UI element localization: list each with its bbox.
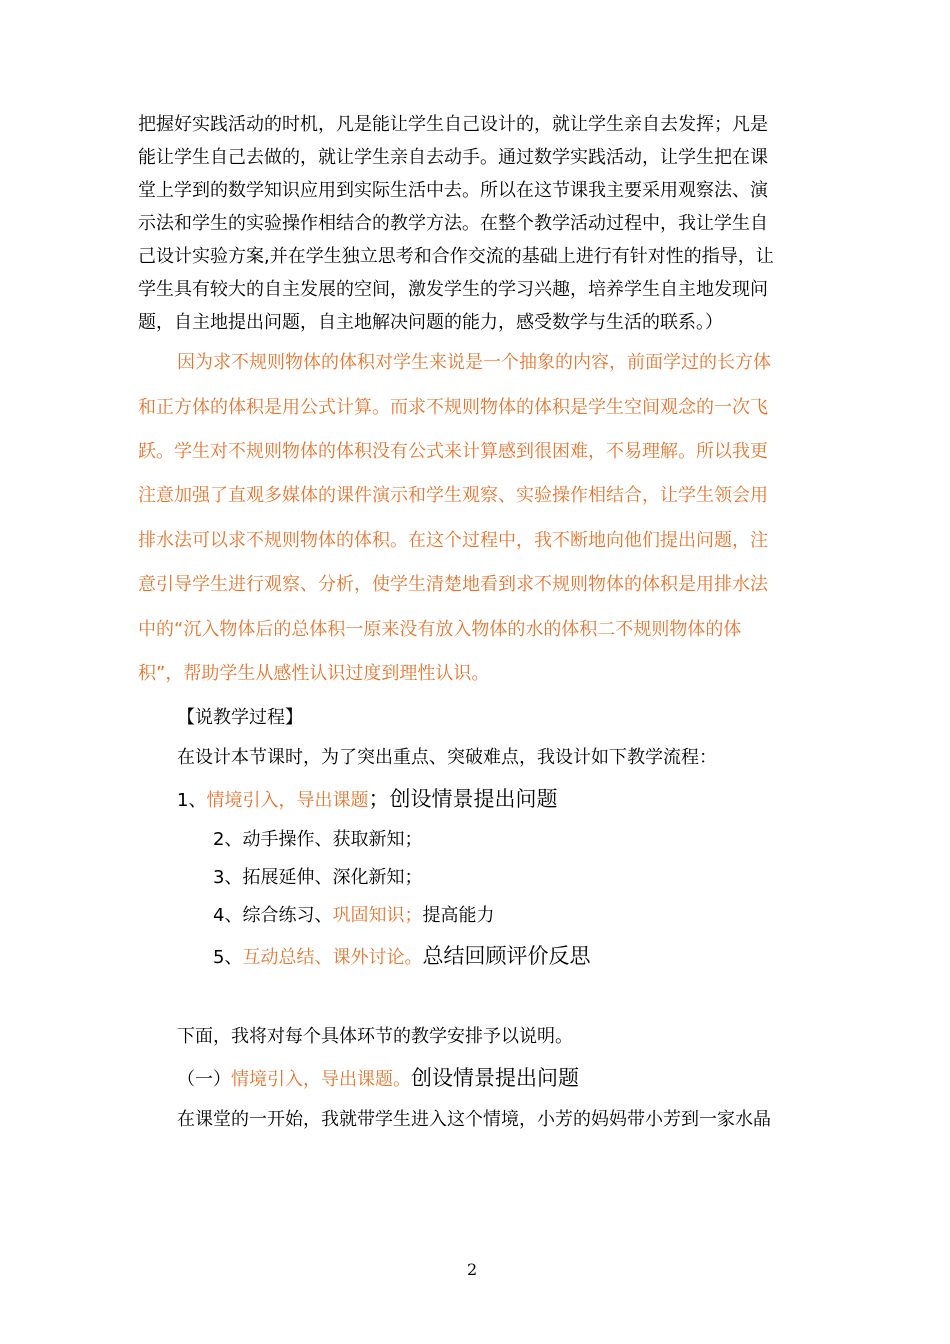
step-text: 提高能力 [422,905,495,926]
text-line: 示法和学生的实验操作相结合的教学方法。在整个教学活动过程中，我让学生自 [138,213,768,234]
step-text: ；创设情景提出问题 [368,787,558,811]
part-1-heading [177,1066,579,1092]
intro-text: 在设计本节课时，为了突出重点、突破难点，我设计如下教学流程： [177,747,717,768]
step-2: 2、动手操作、获取新知； [213,829,423,850]
step-number: 5、 [213,947,243,968]
step-text: 总结回顾评价反思 [422,944,591,968]
step-highlight: 情境引入，导出课题 [206,790,369,811]
text-line: 意引导学生进行观察、分析，使学生清楚地看到求不规则物体的体积是用排水法 [138,574,768,595]
text-line: 学生具有较大的自主发展的空间，激发学生的学习兴趣，培养学生自主地发现问 [138,279,768,300]
step-5 [213,944,590,970]
step-highlight: 互动总结、课外讨论。 [242,947,423,968]
step-number: 1、 [177,790,207,811]
step-highlight: 巩固知识； [332,905,423,926]
step-3: 3、拓展延伸、深化新知； [213,867,423,888]
step-1 [177,787,557,813]
text-line: 把握好实践活动的时机，凡是能让学生自己设计的，就让学生亲自去发挥；凡是 [138,114,768,135]
text-line: 题，自主地提出问题，自主地解决问题的能力，感受数学与生活的联系。） [138,312,723,333]
part-highlight: 情境引入，导出课题。 [231,1069,411,1090]
step-4 [213,904,494,928]
text-line: 堂上学到的数学知识应用到实际生活中去。所以在这节课我主要采用观察法、演 [138,180,768,201]
text-line: 己设计实验方案,并在学生独立思考和合作交流的基础上进行有针对性的指导，让 [138,246,774,267]
part-text: 创设情景提出问题 [411,1066,579,1090]
text-line: 跃。学生对不规则物体的体积没有公式来计算感到很困难，不易理解。所以我更 [138,441,768,462]
text-line: 能让学生自己去做的，就让学生亲自去动手。通过数学实践活动，让学生把在课 [138,147,768,168]
section-heading: 【说教学过程】 [177,707,303,728]
text-line: 注意加强了直观多媒体的课件演示和学生观察、实验操作相结合，让学生领会用 [138,485,768,506]
text-line: 中的“沉入物体后的总体积一原来没有放入物体的水的体积二不规则物体的体 [138,619,742,640]
part-prefix: （一） [177,1069,231,1090]
step-text: 4、综合练习、 [213,905,333,926]
text-line: 因为求不规则物体的体积对学生来说是一个抽象的内容，前面学过的长方体 [177,352,771,373]
text-line: 排水法可以求不规则物体的体积。在这个过程中，我不断地向他们提出问题，注 [138,530,768,551]
text-line: 和正方体的体积是用公式计算。而求不规则物体的体积是学生空间观念的一次飞 [138,397,768,418]
text-line: 在课堂的一开始，我就带学生进入这个情境，小芳的妈妈带小芳到一家水晶 [177,1109,771,1130]
explanation-intro: 下面，我将对每个具体环节的教学安排予以说明。 [177,1026,573,1047]
page-number: 2 [467,1260,478,1279]
text-line: 积”，帮助学生从感性认识过度到理性认识。 [138,663,490,684]
